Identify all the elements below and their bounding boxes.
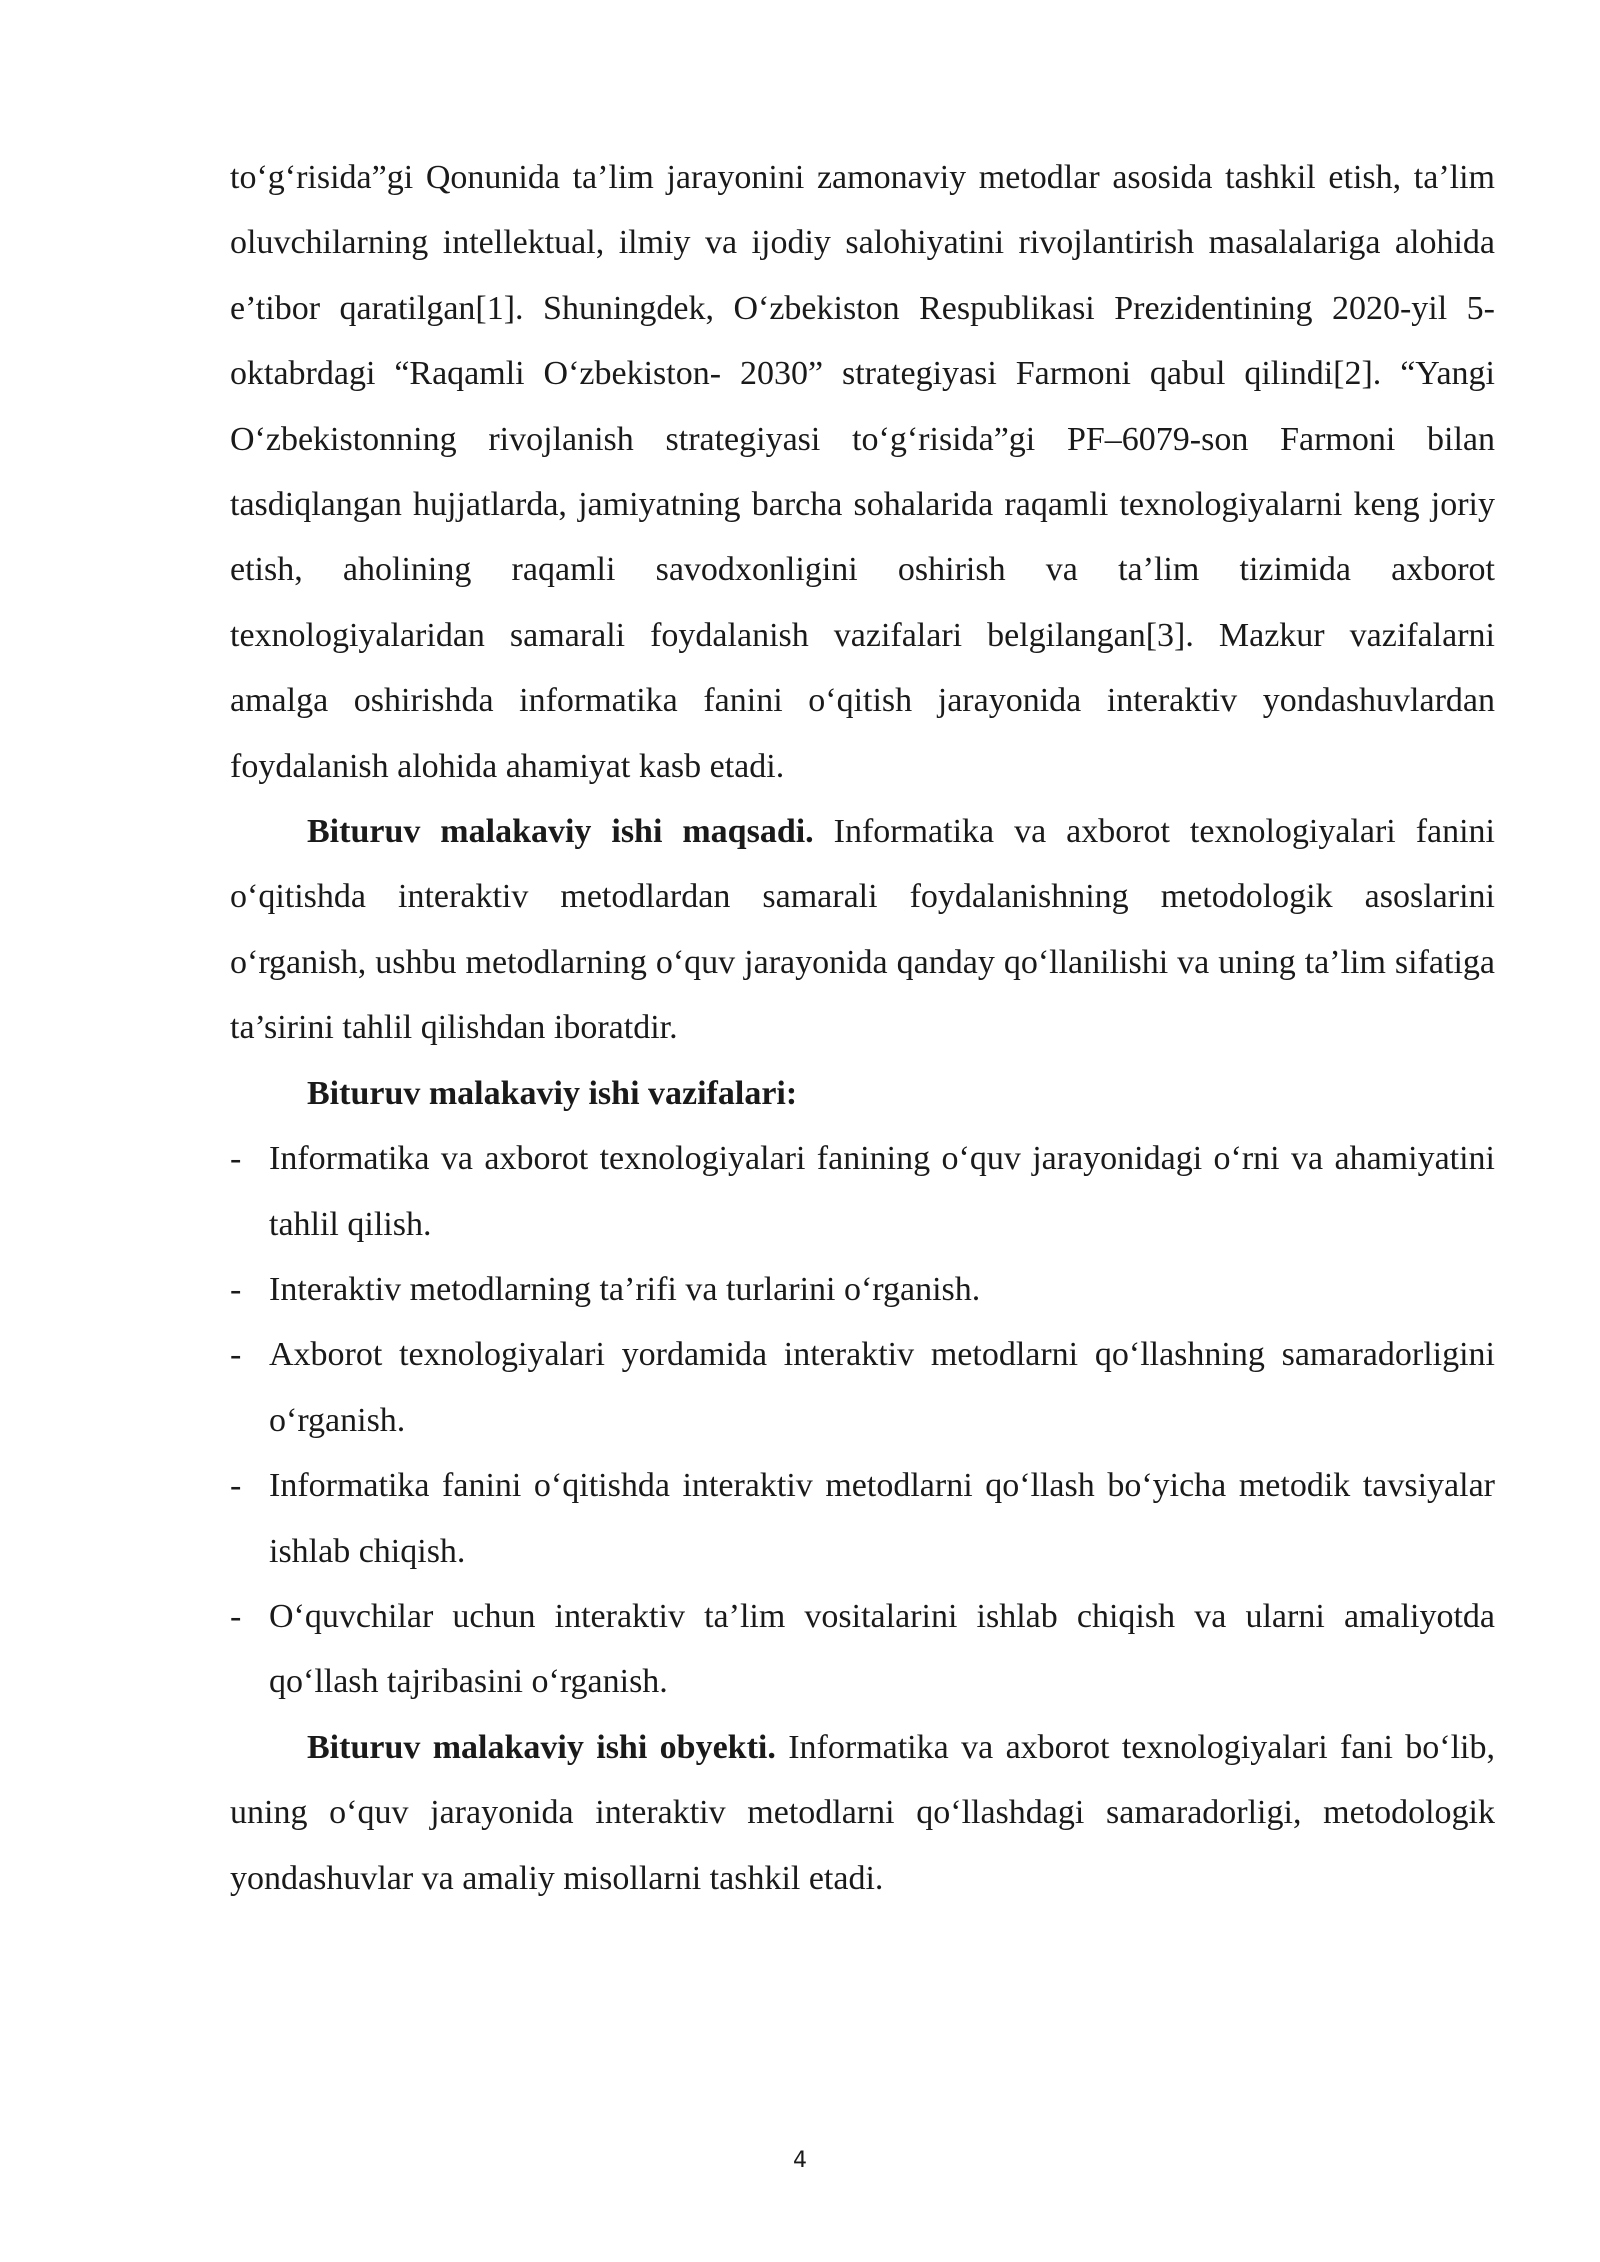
goal-text: Informatika va axborot texnologiyalari fanini o‘qitishda interaktiv metodlardan samarali foydalanishning metodologik asoslarini o‘rganish, ushbu metodlarning o‘quv jarayonida qanday qo‘llanilishi va uning ta’lim sifatiga ta’sirini tahlil qilishdan iboratdir. xyxy=(230,813,1495,1047)
object-label: Bituruv malakaviy ishi obyekti. xyxy=(307,1728,776,1766)
list-item-text: Axborot texnologiyalari yordamida interaktiv metodlarni qo‘llashning samaradorligini o‘rganish. xyxy=(269,1336,1495,1439)
list-item-text: Informatika va axborot texnologiyalari fanining o‘quv jarayonidagi o‘rni va ahamiyatini tahlil qilish. xyxy=(269,1140,1495,1243)
tasks-heading: Bituruv malakaviy ishi vazifalari: xyxy=(307,1074,798,1112)
list-item-text: O‘quvchilar uchun interaktiv ta’lim vositalarini ishlab chiqish va ularni amaliyotda qo‘llash tajribasini o‘rganish. xyxy=(269,1597,1495,1701)
tasks-list xyxy=(230,1126,1495,1715)
goal-label: Bituruv malakaviy ishi maqsadi. xyxy=(307,813,814,851)
dash-marker: - xyxy=(230,1270,242,1308)
dash-marker: - xyxy=(230,1336,242,1374)
dash-marker: - xyxy=(230,1140,242,1178)
object-text: Informatika va axborot texnologiyalari fani bo‘lib, uning o‘quv jarayonida interaktiv metodlarni qo‘llashdagi samaradorligi, metodologik yondashuvlar va amaliy misollarni tashkil etadi. xyxy=(230,1728,1495,1897)
list-item xyxy=(230,1322,1495,1453)
list-item-text: Interaktiv metodlarning ta’rifi va turlarini o‘rganish. xyxy=(269,1270,981,1308)
list-item-text: Informatika fanini o‘qitishda interaktiv metodlarni qo‘llash bo‘yicha metodik tavsiyalar ishlab chiqish. xyxy=(269,1467,1495,1570)
intro-paragraph: to‘g‘risida”gi Qonunida ta’lim jarayonini zamonaviy metodlar asosida tashkil etish, ta’lim oluvchilarning intellektual, ilmiy va ijodiy salohiyatini rivojlantirish masalalariga alohida e’tibor qaratilgan[1]. Shuningdek, O‘zbekiston Respublikasi Prezidentining 2020-yil 5-oktabrdagi “Raqamli O‘zbekiston- 2030” strategiyasi Farmoni qabul qilindi[2]. “Yangi O‘zbekistonning rivojlanish strategiyasi to‘g‘risida”gi PF–6079-son Farmoni bilan tasdiqlangan hujjatlarda, jamiyatning barcha sohalarida raqamli texnologiyalarni keng joriy etish, aholining raqamli savodxonligini oshirish va ta’lim tizimida axborot texnologiyalaridan samarali foydalanish vazifalari belgilangan[3]. Mazkur vazifalarni amalga oshirishda informatika fanini o‘qitish jarayonida interaktiv yondashuvlardan foydalanish alohida ahamiyat kasb etadi. xyxy=(230,159,1495,785)
list-item xyxy=(230,1453,1495,1584)
dash-marker: - xyxy=(230,1467,242,1505)
list-item xyxy=(230,1257,1495,1322)
goal-paragraph xyxy=(230,799,1495,1061)
document-page xyxy=(230,145,1495,1911)
dash-marker: - xyxy=(230,1597,242,1635)
page-number: 4 xyxy=(793,2148,807,2173)
list-item xyxy=(230,1126,1495,1257)
list-item xyxy=(230,1584,1495,1715)
object-paragraph xyxy=(230,1715,1495,1911)
